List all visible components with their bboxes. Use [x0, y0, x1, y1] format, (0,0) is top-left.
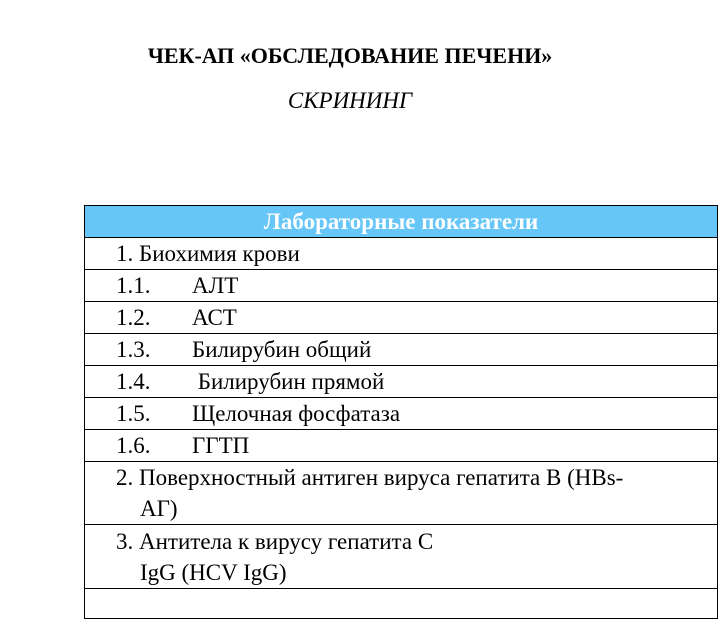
row-label: АЛТ [192, 272, 239, 298]
row-number: 1.6. [116, 432, 151, 458]
document-subtitle: СКРИНИНГ [287, 88, 413, 113]
row-number: 1.4. [116, 368, 151, 394]
table-row [85, 430, 718, 462]
table-header: Лабораторные показатели [85, 206, 718, 238]
row-label-line1: Поверхностный антиген вируса гепатита В (HBs- [139, 465, 624, 490]
document-title: ЧЕК-АП «ОБСЛЕДОВАНИЕ ПЕЧЕНИ» [147, 43, 553, 68]
row-label: АСТ [192, 304, 237, 330]
table-row [85, 462, 718, 525]
row-label: Биохимия крови [139, 240, 300, 266]
lab-tests-table [84, 205, 718, 619]
row-number: 1.2. [116, 304, 151, 330]
row-label: Щелочная фосфатаза [192, 400, 401, 426]
row-number: 1.3. [116, 336, 151, 362]
table-row [85, 302, 718, 334]
table-row [85, 398, 718, 430]
table-row [85, 366, 718, 398]
row-number: 1. [116, 240, 134, 266]
row-label-line2: АГ) [140, 496, 178, 521]
table-row [85, 270, 718, 302]
row-label-line2: IgG (HCV IgG) [140, 559, 287, 585]
row-number: 1.5. [116, 400, 151, 426]
row-label: Билирубин прямой [192, 368, 385, 394]
table-header-row [85, 206, 718, 238]
table-row [85, 525, 718, 589]
row-number: 1.1. [116, 272, 151, 298]
row-number: 3. [116, 528, 134, 554]
empty-row [85, 589, 718, 619]
row-label: ГГТП [192, 432, 250, 458]
row-label-line1: Антитела к вирусу гепатита С [139, 528, 434, 554]
row-label: Билирубин общий [192, 336, 372, 362]
table-row [85, 334, 718, 366]
row-number: 2. [116, 465, 134, 490]
table-row [85, 238, 718, 270]
